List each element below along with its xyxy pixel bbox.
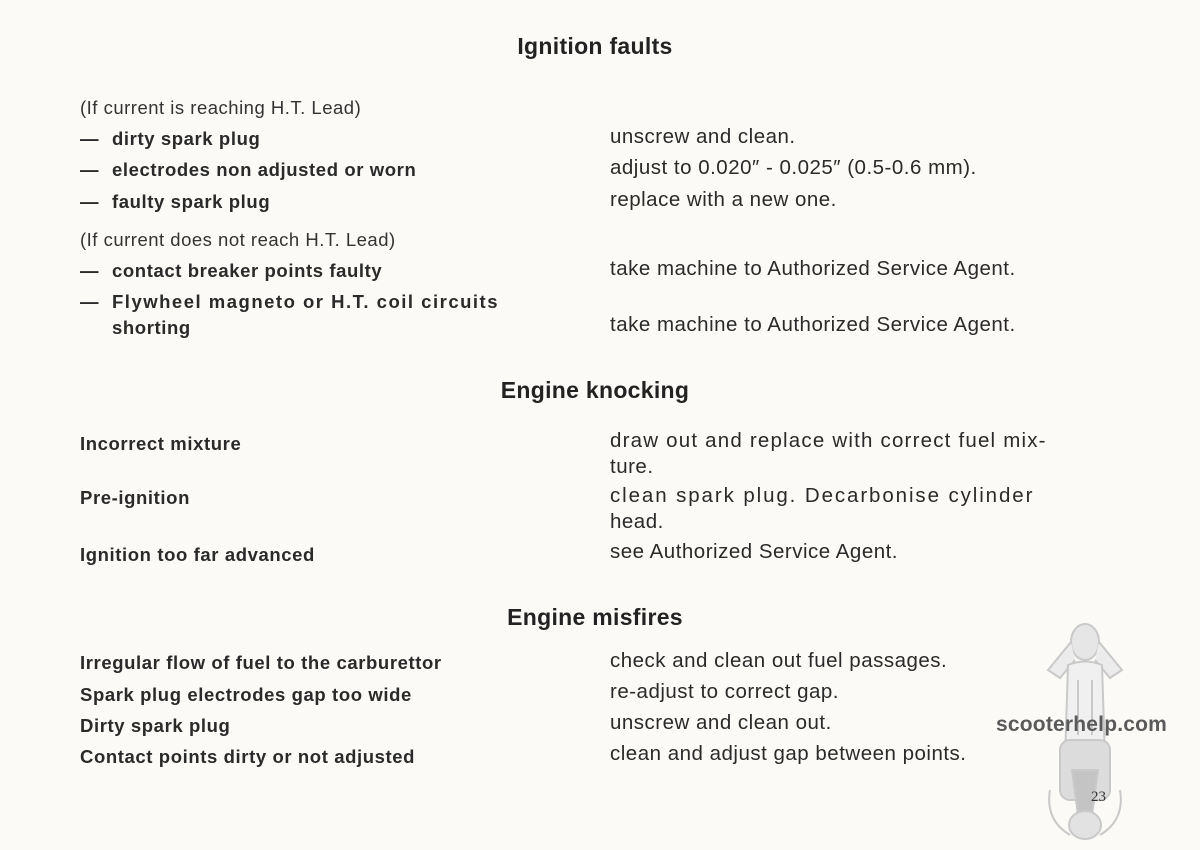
cause-text: Pre-ignition xyxy=(80,487,190,508)
cause-item xyxy=(80,289,590,341)
cause-item xyxy=(80,258,590,284)
cause-text: faulty spark plug xyxy=(112,191,271,212)
dash-mark: — xyxy=(80,159,100,180)
remedy-line: draw out and replace with correct fuel mix- xyxy=(610,429,1047,452)
remedy-text: take machine to Authorized Service Agent. xyxy=(610,257,1016,280)
cause-item xyxy=(80,713,590,739)
cause-text: Ignition too far advanced xyxy=(80,544,315,565)
cause-item xyxy=(80,485,590,511)
section-title-engine-misfires: Engine misfires xyxy=(507,604,683,630)
cause-item xyxy=(80,542,590,568)
cause-text: dirty spark plug xyxy=(112,128,261,149)
dash-mark: — xyxy=(80,291,100,312)
section-title-engine-knocking: Engine knocking xyxy=(500,377,690,403)
watermark-text: scooterhelp.com xyxy=(996,713,1168,736)
remedy-line: clean spark plug. Decarbonise cylinder xyxy=(610,484,1035,507)
remedy-text: unscrew and clean out. xyxy=(610,711,832,734)
section-title-ignition-faults: Ignition faults xyxy=(517,33,673,59)
cause-text: Flywheel magneto or H.T. coil circuits xyxy=(112,291,499,312)
cause-text: Irregular flow of fuel to the carburettor xyxy=(80,652,442,673)
cause-text: contact breaker points faulty xyxy=(112,260,383,281)
cause-item xyxy=(80,189,590,215)
note-current-not-reaching: (If current does not reach H.T. Lead) xyxy=(80,229,396,250)
dash-mark: — xyxy=(80,191,100,212)
cause-text: electrodes non adjusted or worn xyxy=(112,159,417,180)
remedy-line: ture. xyxy=(610,455,654,478)
cause-item xyxy=(80,126,590,152)
remedy-text: replace with a new one. xyxy=(610,188,837,211)
cause-text: Incorrect mixture xyxy=(80,433,242,454)
remedy-text: check and clean out fuel passages. xyxy=(610,649,948,672)
remedy-line: head. xyxy=(610,510,664,533)
cause-text: Spark plug electrodes gap too wide xyxy=(80,684,412,705)
remedy-text: clean and adjust gap between points. xyxy=(610,742,967,765)
cause-item xyxy=(80,744,590,770)
cause-item xyxy=(80,682,590,708)
cause-text: Dirty spark plug xyxy=(80,715,231,736)
cause-text-continued: shorting xyxy=(112,317,191,338)
cause-text: Contact points dirty or not adjusted xyxy=(80,746,416,767)
cause-item xyxy=(80,431,590,457)
remedy-text: see Authorized Service Agent. xyxy=(610,540,899,563)
note-current-reaching: (If current is reaching H.T. Lead) xyxy=(80,97,362,118)
cause-item xyxy=(80,650,590,676)
remedy-text: take machine to Authorized Service Agent. xyxy=(610,313,1016,336)
cause-item xyxy=(80,157,590,183)
remedy-text xyxy=(610,428,1110,480)
remedy-text xyxy=(610,483,1110,535)
remedy-text: re-adjust to correct gap. xyxy=(610,680,839,703)
dash-mark: — xyxy=(80,260,100,281)
remedy-text: unscrew and clean. xyxy=(610,125,796,148)
dash-mark: — xyxy=(80,128,100,149)
page-number: 23 xyxy=(1091,789,1106,805)
remedy-text: adjust to 0.020″ - 0.025″ (0.5-0.6 mm). xyxy=(610,156,977,179)
